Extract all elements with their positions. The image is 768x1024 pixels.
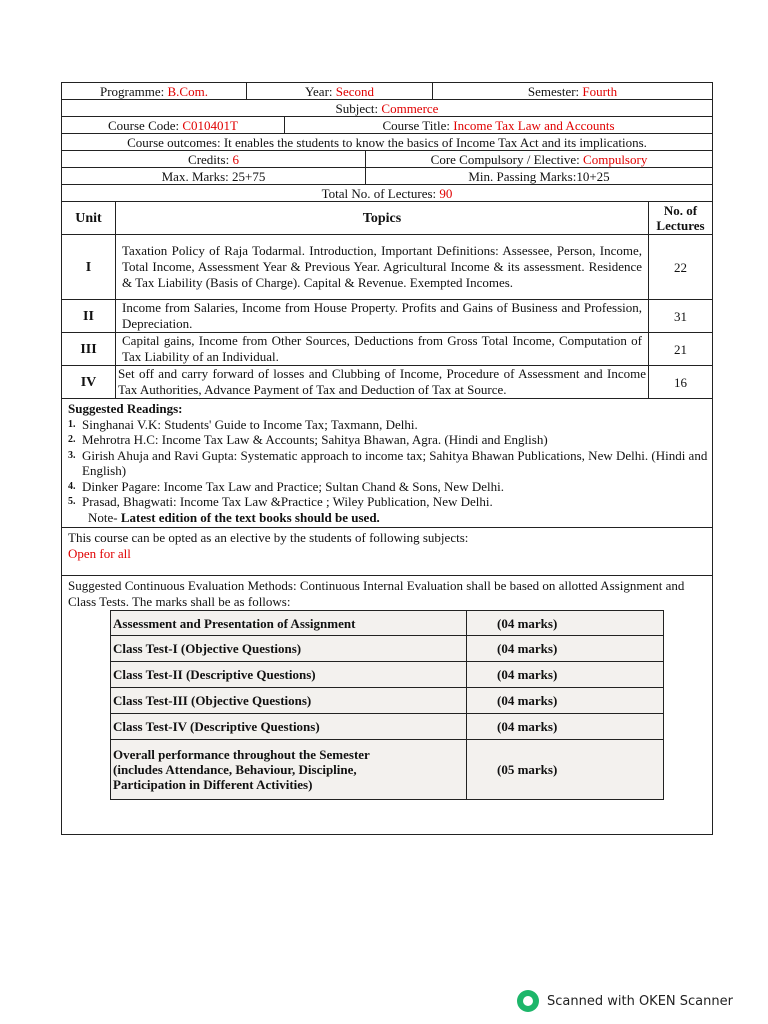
semester-value: Fourth <box>582 83 618 99</box>
reading-item <box>68 417 708 433</box>
course-code-cell <box>62 117 285 133</box>
unit-lectures: 16 <box>674 374 687 390</box>
programme-cell <box>62 83 247 99</box>
credits-row <box>62 151 712 168</box>
evaluation-marks: (05 marks) <box>467 740 664 800</box>
evaluation-item: Overall performance throughout the Semester (includes Attendance, Behaviour, Discipline, Participation in Different Activities) <box>111 740 467 800</box>
evaluation-marks: (04 marks) <box>467 688 664 714</box>
reading-item <box>68 494 708 510</box>
semester-cell <box>433 83 712 99</box>
elective-row <box>62 528 712 576</box>
subject-row <box>62 100 712 117</box>
course-sheet <box>61 82 713 835</box>
unit-row <box>62 235 712 300</box>
unit-number: I <box>62 235 116 299</box>
scanner-footer-text: Scanned with OKEN Scanner <box>547 993 733 1009</box>
unit-topics-cell <box>116 235 649 299</box>
readings-title: Suggested Readings: <box>68 401 183 416</box>
evaluation-marks: (04 marks) <box>467 636 664 662</box>
elective-block <box>62 528 712 575</box>
total-lectures-value: 90 <box>439 185 453 201</box>
readings-list <box>68 417 708 510</box>
reading-item <box>68 448 708 479</box>
course-title-cell <box>285 117 712 133</box>
evaluation-block <box>62 576 712 834</box>
lectures-row <box>62 185 712 202</box>
course-code-label: Course Code: <box>107 117 180 133</box>
core-elective-label: Core Compulsory / Elective: <box>430 151 580 167</box>
unit-lectures: 22 <box>674 259 687 275</box>
unit-number: III <box>62 333 116 365</box>
evaluation-marks: (04 marks) <box>467 662 664 688</box>
evaluation-row-item <box>111 662 664 688</box>
course-title-value: Income Tax Law and Accounts <box>453 117 615 133</box>
evaluation-intro: Suggested Continuous Evaluation Methods: Continuous Internal Evaluation shall be based on allotted Assignment and Class Tests. The marks shall be as follows: <box>68 578 685 609</box>
reading-number: 1. <box>68 418 76 430</box>
evaluation-marks: (04 marks) <box>467 611 664 636</box>
evaluation-item: Class Test-IV (Descriptive Questions) <box>111 714 467 740</box>
evaluation-item: Assessment and Presentation of Assignment <box>111 611 467 636</box>
unit-header: Unit <box>62 202 116 234</box>
reading-number: 5. <box>68 496 76 507</box>
evaluation-row <box>62 576 712 835</box>
topics-header: Topics <box>116 202 649 234</box>
evaluation-marks: (04 marks) <box>467 714 664 740</box>
reading-text: Singhanai V.K: Students' Guide to Income Tax; Taxmann, Delhi. <box>82 416 418 432</box>
reading-text: Prasad, Bhagwati: Income Tax Law &Practice ; Wiley Publication, New Delhi. <box>82 494 493 509</box>
lectures-header: No. of Lectures <box>656 203 705 233</box>
semester-label: Semester: <box>527 83 580 99</box>
total-lectures-cell <box>62 185 712 201</box>
reading-number: 4. <box>68 480 76 492</box>
max-marks: Max. Marks: 25+75 <box>62 168 366 184</box>
outcomes-row <box>62 134 712 151</box>
evaluation-item: Class Test-I (Objective Questions) <box>111 636 467 662</box>
course-code-value: C010401T <box>182 117 238 133</box>
year-cell <box>247 83 433 99</box>
credits-cell <box>62 151 366 167</box>
year-value: Second <box>335 83 375 99</box>
unit-row <box>62 300 712 333</box>
unit-topics-cell <box>116 300 649 332</box>
unit-number: II <box>62 300 116 332</box>
readings-note <box>68 510 708 526</box>
unit-lectures: 31 <box>674 308 687 324</box>
subject-value: Commerce <box>381 100 439 116</box>
total-lectures-label: Total No. of Lectures: <box>321 185 437 201</box>
min-passing-marks: Min. Passing Marks:10+25 <box>468 168 610 184</box>
reading-text: Mehrotra H.C: Income Tax Law & Accounts; Sahitya Bhawan, Agra. (Hindi and English) <box>82 432 548 447</box>
unit-row <box>62 366 712 399</box>
programme-label: Programme: <box>100 83 165 99</box>
programme-value: B.Com. <box>167 83 208 99</box>
unit-number: IV <box>62 366 116 398</box>
unit-topics: Taxation Policy of Raja Todarmal. Introduction, Important Definitions: Assessee, Person, Income, Total Income, Assessment Year & Previous Year. Agricultural Income & its assessment. Residence & Tax Liability (Basis of Charge). Capital & Revenue. Exempted Incomes. <box>122 243 642 290</box>
note-prefix: Note- <box>88 509 118 525</box>
evaluation-row-item <box>111 740 664 800</box>
reading-text: Girish Ahuja and Ravi Gupta: Systematic approach to income tax; Sahitya Bhawan Publications, New Delhi. (Hindi and English) <box>82 447 708 478</box>
reading-number: 2. <box>68 434 76 445</box>
subject-cell <box>62 100 712 116</box>
evaluation-row-item <box>111 688 664 714</box>
unit-topics: Set off and carry forward of losses and Clubbing of Income, Procedure of Assessment and Income Tax Authorities, Advance Payment of Tax and Deduction of Tax at Source. <box>118 366 646 397</box>
elective-value: Open for all <box>68 546 131 561</box>
evaluation-item: Class Test-III (Objective Questions) <box>111 688 467 714</box>
course-row <box>62 117 712 134</box>
marks-row <box>62 168 712 185</box>
unit-topics: Capital gains, Income from Other Sources, Deductions from Gross Total Income, Computation of Tax Liability of an Individual. <box>122 333 642 364</box>
course-outcomes: Course outcomes: It enables the students to know the basics of Income Tax Act and its implications. <box>127 134 647 150</box>
reading-item <box>68 479 708 495</box>
unit-topics: Income from Salaries, Income from House Property. Profits and Gains of Business and Profession, Depreciation. <box>122 300 642 331</box>
units-header-row <box>62 202 712 235</box>
evaluation-row-item <box>111 636 664 662</box>
subject-label: Subject: <box>335 100 379 116</box>
readings-row <box>62 399 712 528</box>
year-label: Year: <box>304 83 333 99</box>
scanner-footer <box>517 990 733 1012</box>
note-text: Latest edition of the text books should be used. <box>120 509 380 525</box>
unit-topics-cell <box>116 366 649 398</box>
oken-scanner-logo-icon <box>517 990 539 1012</box>
reading-item <box>68 432 708 448</box>
elective-text: This course can be opted as an elective by the students of following subjects: <box>68 530 469 545</box>
evaluation-row-item <box>111 611 664 636</box>
reading-text: Dinker Pagare: Income Tax Law and Practice; Sultan Chand & Sons, New Delhi. <box>82 478 504 494</box>
course-title-label: Course Title: <box>382 117 450 133</box>
evaluation-row-item <box>111 714 664 740</box>
unit-topics-cell <box>116 333 649 365</box>
unit-row <box>62 333 712 366</box>
suggested-readings <box>62 399 712 527</box>
core-elective-cell <box>366 151 712 167</box>
core-elective-value: Compulsory <box>583 151 648 167</box>
evaluation-item: Class Test-II (Descriptive Questions) <box>111 662 467 688</box>
unit-lectures: 21 <box>674 341 687 357</box>
programme-row <box>62 83 712 100</box>
evaluation-marks-table <box>110 610 664 800</box>
credits-label: Credits: <box>188 151 230 167</box>
reading-number: 3. <box>68 449 76 461</box>
credits-value: 6 <box>232 151 239 167</box>
